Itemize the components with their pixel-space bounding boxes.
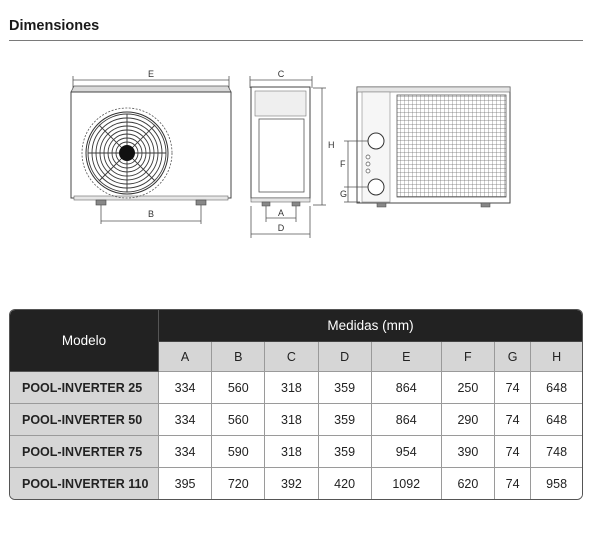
cell-value: 590 xyxy=(212,436,265,468)
cell-value: 864 xyxy=(372,372,442,404)
side-view xyxy=(250,69,335,238)
cell-value: 395 xyxy=(159,468,212,499)
cell-value: 359 xyxy=(319,404,372,436)
column-header: H xyxy=(531,342,582,372)
cell-value: 748 xyxy=(531,436,582,468)
cell-value: 359 xyxy=(319,372,372,404)
model-name: POOL-INVERTER 50 xyxy=(10,404,159,436)
model-name: POOL-INVERTER 25 xyxy=(10,372,159,404)
cell-value: 334 xyxy=(159,436,212,468)
label-D: D xyxy=(277,223,285,233)
label-C: C xyxy=(277,69,285,79)
table-row xyxy=(10,436,582,468)
cell-value: 864 xyxy=(372,404,442,436)
cell-value: 318 xyxy=(265,436,318,468)
cell-value: 334 xyxy=(159,372,212,404)
table-row xyxy=(10,404,582,436)
section-title: Dimensiones xyxy=(9,18,100,34)
model-name: POOL-INVERTER 110 xyxy=(10,468,159,499)
label-B: B xyxy=(147,209,155,219)
column-header: C xyxy=(265,342,318,372)
measures-header: Medidas (mm) xyxy=(159,310,582,342)
cell-value: 648 xyxy=(531,372,582,404)
cell-value: 318 xyxy=(265,372,318,404)
cell-value: 74 xyxy=(495,468,531,499)
cell-value: 359 xyxy=(319,436,372,468)
column-header: F xyxy=(442,342,495,372)
front-view xyxy=(71,69,231,224)
cell-value: 74 xyxy=(495,404,531,436)
table-row xyxy=(10,372,582,404)
cell-value: 560 xyxy=(212,404,265,436)
dimensions-table xyxy=(9,309,583,500)
cell-value: 318 xyxy=(265,404,318,436)
cell-value: 74 xyxy=(495,372,531,404)
cell-value: 334 xyxy=(159,404,212,436)
cell-value: 720 xyxy=(212,468,265,499)
column-header: D xyxy=(319,342,372,372)
cell-value: 290 xyxy=(442,404,495,436)
table-row xyxy=(10,468,582,499)
label-G: G xyxy=(340,189,348,199)
cell-value: 954 xyxy=(372,436,442,468)
cell-value: 74 xyxy=(495,436,531,468)
cell-value: 390 xyxy=(442,436,495,468)
column-header: B xyxy=(212,342,265,372)
model-header: Modelo xyxy=(10,310,159,372)
label-F: F xyxy=(340,159,346,169)
cell-value: 560 xyxy=(212,372,265,404)
rear-view xyxy=(340,87,510,207)
cell-value: 958 xyxy=(531,468,582,499)
cell-value: 648 xyxy=(531,404,582,436)
cell-value: 420 xyxy=(319,468,372,499)
label-A: A xyxy=(277,208,285,218)
cell-value: 392 xyxy=(265,468,318,499)
dimensions-diagram xyxy=(0,0,600,260)
label-E: E xyxy=(147,69,155,79)
label-H: H xyxy=(328,140,335,150)
cell-value: 250 xyxy=(442,372,495,404)
column-header: G xyxy=(495,342,531,372)
cell-value: 620 xyxy=(442,468,495,499)
model-name: POOL-INVERTER 75 xyxy=(10,436,159,468)
cell-value: 1092 xyxy=(372,468,442,499)
column-header: E xyxy=(372,342,442,372)
column-header: A xyxy=(159,342,212,372)
